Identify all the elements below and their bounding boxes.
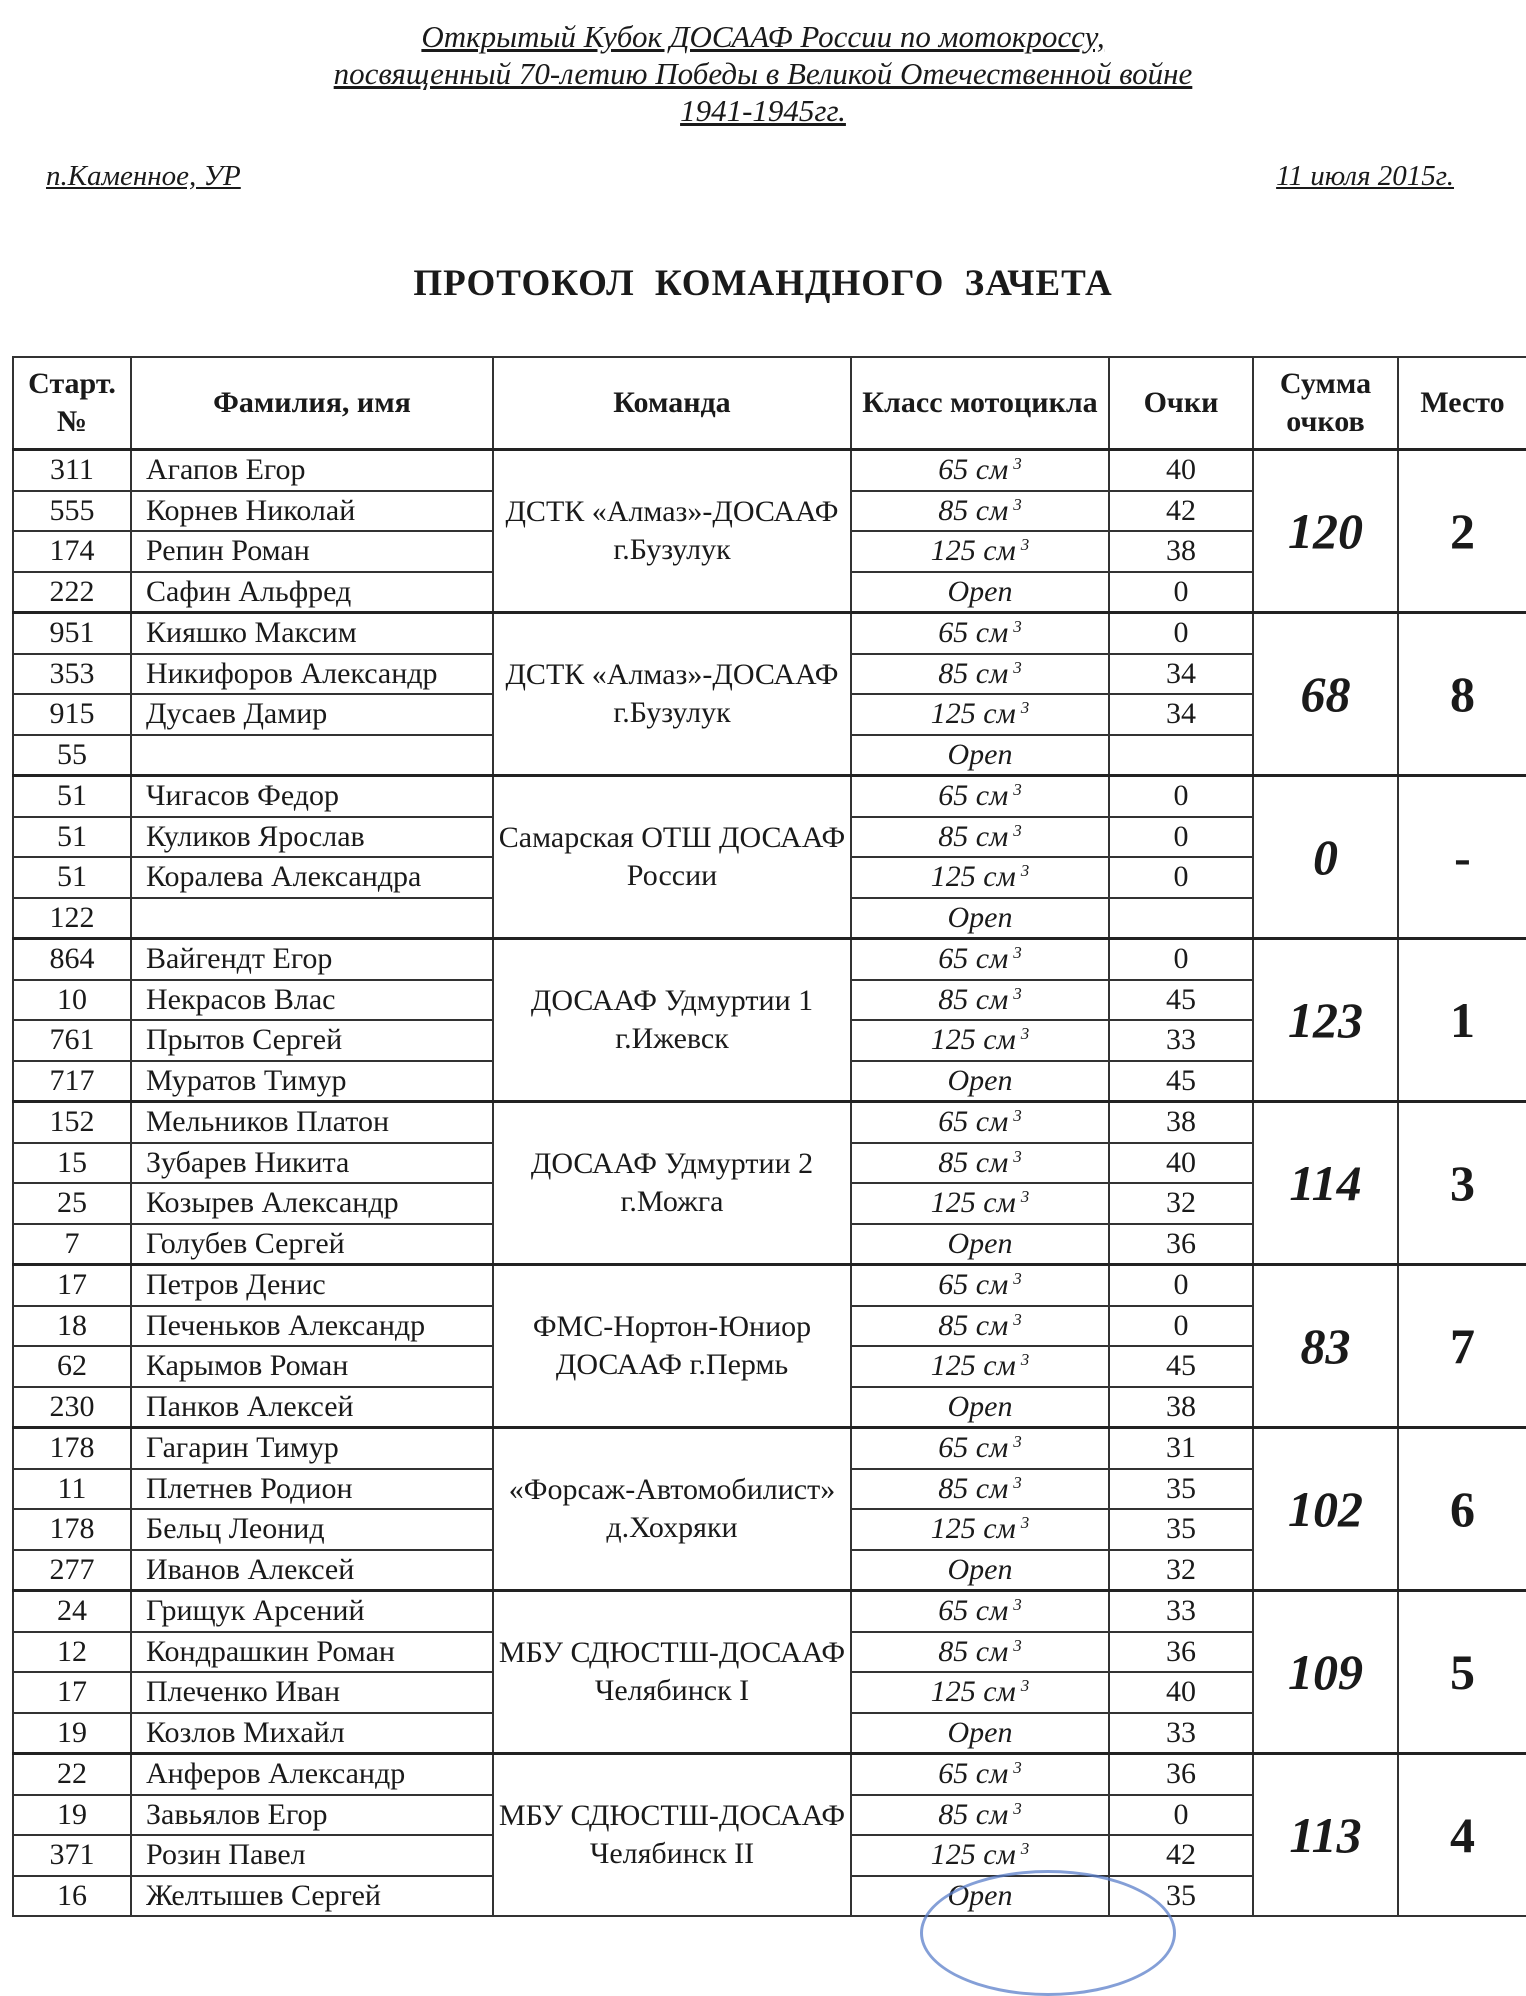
- start-number-cell: 951: [13, 613, 131, 654]
- start-number-cell: 174: [13, 531, 131, 572]
- class-label: Open: [947, 1389, 1013, 1423]
- class-label: 125 см: [930, 860, 1016, 894]
- class-cell: [851, 980, 1109, 1021]
- class-unit-exponent: 3: [1020, 1187, 1030, 1207]
- class-cell: [851, 898, 1109, 939]
- team-sum-cell: 0: [1253, 776, 1398, 939]
- rider-name-cell: Коралева Александра: [131, 857, 493, 898]
- rider-name-cell: [131, 735, 493, 776]
- class-cell: [851, 1428, 1109, 1469]
- rider-name-cell: Гагарин Тимур: [131, 1428, 493, 1469]
- rider-name-cell: Плетнев Родион: [131, 1469, 493, 1510]
- col-header-team: Команда: [493, 357, 851, 450]
- start-number-cell: 12: [13, 1632, 131, 1673]
- event-title-line-2: посвященный 70-летию Победы в Великой Отечественной войне: [333, 56, 1193, 91]
- rider-name-cell: Панков Алексей: [131, 1387, 493, 1428]
- start-number-cell: 353: [13, 654, 131, 695]
- class-cell: [851, 1224, 1109, 1265]
- team-name-cell: ДОСААФ Удмуртии 1 г.Ижевск: [493, 939, 851, 1102]
- team-sum-cell: 113: [1253, 1754, 1398, 1917]
- rider-name-cell: Вайгендт Егор: [131, 939, 493, 980]
- class-label: 65 см: [938, 1105, 1009, 1139]
- points-cell: 40: [1109, 1143, 1253, 1184]
- start-number-cell: 19: [13, 1795, 131, 1836]
- rider-name-cell: Карымов Роман: [131, 1346, 493, 1387]
- table-row: [13, 1102, 1526, 1143]
- rider-name-cell: Печеньков Александр: [131, 1306, 493, 1347]
- points-cell: 40: [1109, 1672, 1253, 1713]
- points-cell: 33: [1109, 1713, 1253, 1754]
- start-number-cell: 22: [13, 1754, 131, 1795]
- team-place-cell: 6: [1398, 1428, 1526, 1591]
- class-cell: [851, 1754, 1109, 1795]
- rider-name-cell: Желтышев Сергей: [131, 1876, 493, 1917]
- class-cell: [851, 735, 1109, 776]
- class-label: 65 см: [938, 1757, 1009, 1791]
- class-unit-exponent: 3: [1013, 617, 1022, 637]
- class-cell: [851, 1550, 1109, 1591]
- event-place: п.Каменное, УР: [46, 160, 241, 192]
- class-cell: [851, 1632, 1109, 1673]
- points-cell: 0: [1109, 1265, 1253, 1306]
- class-cell: [851, 1020, 1109, 1061]
- class-label: 65 см: [938, 616, 1009, 650]
- class-cell: [851, 939, 1109, 980]
- points-cell: 36: [1109, 1224, 1253, 1265]
- team-name-cell: ДСТК «Алмаз»-ДОСААФ г.Бузулук: [493, 450, 851, 613]
- class-label: 85 см: [938, 1308, 1009, 1342]
- start-number-cell: 230: [13, 1387, 131, 1428]
- points-cell: 31: [1109, 1428, 1253, 1469]
- start-number-cell: 311: [13, 450, 131, 491]
- class-cell: [851, 1183, 1109, 1224]
- start-number-cell: 25: [13, 1183, 131, 1224]
- document-title: ПРОТОКОЛ КОМАНДНОГО ЗАЧЕТА: [413, 263, 1113, 304]
- points-cell: 35: [1109, 1876, 1253, 1917]
- rider-name-cell: Иванов Алексей: [131, 1550, 493, 1591]
- team-place-cell: 4: [1398, 1754, 1526, 1917]
- class-label: Open: [947, 574, 1013, 608]
- team-place-cell: 1: [1398, 939, 1526, 1102]
- team-sum-cell: 114: [1253, 1102, 1398, 1265]
- class-unit-exponent: 3: [1013, 1798, 1022, 1818]
- class-label: Open: [947, 1063, 1013, 1097]
- class-label: 65 см: [938, 779, 1009, 813]
- event-date: 11 июля 2015г.: [1276, 160, 1454, 192]
- rider-name-cell: Бельц Леонид: [131, 1509, 493, 1550]
- rider-name-cell: Козлов Михайл: [131, 1713, 493, 1754]
- class-unit-exponent: 3: [1013, 943, 1022, 963]
- class-cell: [851, 1509, 1109, 1550]
- class-cell: [851, 491, 1109, 532]
- start-number-cell: 51: [13, 817, 131, 858]
- points-cell: 38: [1109, 1387, 1253, 1428]
- team-results-table: [12, 356, 1526, 1917]
- class-unit-exponent: 3: [1013, 657, 1022, 677]
- class-label: 85 см: [938, 1471, 1009, 1505]
- table-row: [13, 1265, 1526, 1306]
- start-number-cell: 11: [13, 1469, 131, 1510]
- team-name-cell: МБУ СДЮСТШ-ДОСААФ Челябинск I: [493, 1591, 851, 1754]
- class-unit-exponent: 3: [1020, 1676, 1030, 1696]
- team-sum-cell: 102: [1253, 1428, 1398, 1591]
- class-cell: [851, 817, 1109, 858]
- class-cell: [851, 776, 1109, 817]
- class-unit-exponent: 3: [1013, 1146, 1022, 1166]
- class-unit-exponent: 3: [1020, 1839, 1030, 1859]
- points-cell: 0: [1109, 939, 1253, 980]
- class-unit-exponent: 3: [1020, 1513, 1030, 1533]
- rider-name-cell: Прытов Сергей: [131, 1020, 493, 1061]
- class-label: 65 см: [938, 1594, 1009, 1628]
- table-body: [13, 450, 1526, 1917]
- col-header-points: Очки: [1109, 357, 1253, 450]
- points-cell: 0: [1109, 857, 1253, 898]
- start-number-cell: 18: [13, 1306, 131, 1347]
- team-name-cell: ДОСААФ Удмуртии 2 г.Можга: [493, 1102, 851, 1265]
- rider-name-cell: Некрасов Влас: [131, 980, 493, 1021]
- rider-name-cell: Корнев Николай: [131, 491, 493, 532]
- start-number-cell: 277: [13, 1550, 131, 1591]
- points-cell: 0: [1109, 817, 1253, 858]
- class-label: 85 см: [938, 656, 1009, 690]
- start-number-cell: 915: [13, 694, 131, 735]
- team-place-cell: 7: [1398, 1265, 1526, 1428]
- team-name-cell: ФМС-Нортон-Юниор ДОСААФ г.Пермь: [493, 1265, 851, 1428]
- points-cell: 33: [1109, 1020, 1253, 1061]
- rider-name-cell: Муратов Тимур: [131, 1061, 493, 1102]
- class-cell: [851, 694, 1109, 735]
- rider-name-cell: Куликов Ярослав: [131, 817, 493, 858]
- class-cell: [851, 531, 1109, 572]
- rider-name-cell: Голубев Сергей: [131, 1224, 493, 1265]
- rider-name-cell: Мельников Платон: [131, 1102, 493, 1143]
- class-cell: [851, 1061, 1109, 1102]
- class-cell: [851, 857, 1109, 898]
- rider-name-cell: Грищук Арсений: [131, 1591, 493, 1632]
- class-label: 85 см: [938, 1797, 1009, 1831]
- table-row: [13, 939, 1526, 980]
- class-unit-exponent: 3: [1013, 1309, 1022, 1329]
- class-cell: [851, 1795, 1109, 1836]
- points-cell: 42: [1109, 1835, 1253, 1876]
- rider-name-cell: Чигасов Федор: [131, 776, 493, 817]
- class-cell: [851, 1102, 1109, 1143]
- col-header-sum: Сумма очков: [1253, 357, 1398, 450]
- table-row: [13, 1591, 1526, 1632]
- table-header-row: [13, 357, 1526, 450]
- class-label: 85 см: [938, 1634, 1009, 1668]
- class-label: Open: [947, 1226, 1013, 1260]
- col-header-name: Фамилия, имя: [131, 357, 493, 450]
- team-sum-cell: 109: [1253, 1591, 1398, 1754]
- rider-name-cell: Розин Павел: [131, 1835, 493, 1876]
- start-number-cell: 371: [13, 1835, 131, 1876]
- team-place-cell: 3: [1398, 1102, 1526, 1265]
- start-number-cell: 19: [13, 1713, 131, 1754]
- start-number-cell: 24: [13, 1591, 131, 1632]
- class-label: 85 см: [938, 1145, 1009, 1179]
- start-number-cell: 15: [13, 1143, 131, 1184]
- points-cell: 34: [1109, 654, 1253, 695]
- class-unit-exponent: 3: [1020, 535, 1030, 555]
- class-cell: [851, 1876, 1109, 1917]
- team-name-cell: МБУ СДЮСТШ-ДОСААФ Челябинск II: [493, 1754, 851, 1917]
- class-cell: [851, 450, 1109, 491]
- class-cell: [851, 654, 1109, 695]
- points-cell: 36: [1109, 1754, 1253, 1795]
- class-label: 125 см: [930, 1349, 1016, 1383]
- table-row: [13, 1754, 1526, 1795]
- points-cell: 45: [1109, 1061, 1253, 1102]
- start-number-cell: 222: [13, 572, 131, 613]
- table-row: [13, 1428, 1526, 1469]
- rider-name-cell: Дусаев Дамир: [131, 694, 493, 735]
- rider-name-cell: Петров Денис: [131, 1265, 493, 1306]
- points-cell: 34: [1109, 694, 1253, 735]
- class-unit-exponent: 3: [1020, 698, 1030, 718]
- event-title-line-3: 1941-1945гг.: [680, 93, 846, 128]
- class-label: 125 см: [930, 697, 1016, 731]
- start-number-cell: 16: [13, 1876, 131, 1917]
- points-cell: 0: [1109, 776, 1253, 817]
- class-label: 85 см: [938, 982, 1009, 1016]
- team-name-cell: Самарская ОТШ ДОСААФ России: [493, 776, 851, 939]
- start-number-cell: 761: [13, 1020, 131, 1061]
- team-name-cell: ДСТК «Алмаз»-ДОСААФ г.Бузулук: [493, 613, 851, 776]
- class-unit-exponent: 3: [1013, 780, 1022, 800]
- class-unit-exponent: 3: [1013, 1432, 1022, 1452]
- class-unit-exponent: 3: [1013, 1106, 1022, 1126]
- class-cell: [851, 1143, 1109, 1184]
- class-label: 125 см: [930, 1186, 1016, 1220]
- points-cell: 0: [1109, 572, 1253, 613]
- class-label: 125 см: [930, 534, 1016, 568]
- col-header-place: Место: [1398, 357, 1526, 450]
- class-cell: [851, 1713, 1109, 1754]
- class-label: 125 см: [930, 1512, 1016, 1546]
- class-unit-exponent: 3: [1020, 861, 1030, 881]
- points-cell: 45: [1109, 1346, 1253, 1387]
- points-cell: 38: [1109, 531, 1253, 572]
- rider-name-cell: Кондрашкин Роман: [131, 1632, 493, 1673]
- class-label: 125 см: [930, 1023, 1016, 1057]
- col-header-start: Старт. №: [13, 357, 131, 450]
- rider-name-cell: Анферов Александр: [131, 1754, 493, 1795]
- start-number-cell: 10: [13, 980, 131, 1021]
- class-unit-exponent: 3: [1013, 1472, 1022, 1492]
- class-cell: [851, 1306, 1109, 1347]
- team-name-cell: «Форсаж-Автомобилист» д.Хохряки: [493, 1428, 851, 1591]
- rider-name-cell: Козырев Александр: [131, 1183, 493, 1224]
- rider-name-cell: Репин Роман: [131, 531, 493, 572]
- class-unit-exponent: 3: [1013, 983, 1022, 1003]
- rider-name-cell: Завьялов Егор: [131, 1795, 493, 1836]
- class-cell: [851, 1346, 1109, 1387]
- class-label: Open: [947, 737, 1013, 771]
- class-label: Open: [947, 1715, 1013, 1749]
- start-number-cell: 864: [13, 939, 131, 980]
- event-title-line-1: Открытый Кубок ДОСААФ России по мотокроссу,: [421, 19, 1105, 54]
- table-row: [13, 450, 1526, 491]
- class-cell: [851, 572, 1109, 613]
- start-number-cell: 51: [13, 776, 131, 817]
- class-label: Open: [947, 1552, 1013, 1586]
- team-place-cell: 2: [1398, 450, 1526, 613]
- class-cell: [851, 1835, 1109, 1876]
- team-sum-cell: 123: [1253, 939, 1398, 1102]
- class-cell: [851, 613, 1109, 654]
- rider-name-cell: Сафин Альфред: [131, 572, 493, 613]
- start-number-cell: 717: [13, 1061, 131, 1102]
- points-cell: 32: [1109, 1550, 1253, 1591]
- class-unit-exponent: 3: [1013, 454, 1022, 474]
- points-cell: 0: [1109, 1306, 1253, 1347]
- points-cell: 38: [1109, 1102, 1253, 1143]
- class-label: 125 см: [930, 1675, 1016, 1709]
- start-number-cell: 17: [13, 1265, 131, 1306]
- class-label: 85 см: [938, 493, 1009, 527]
- class-label: 85 см: [938, 819, 1009, 853]
- class-unit-exponent: 3: [1020, 1350, 1030, 1370]
- points-cell: 42: [1109, 491, 1253, 532]
- start-number-cell: 7: [13, 1224, 131, 1265]
- points-cell: 40: [1109, 450, 1253, 491]
- points-cell: 32: [1109, 1183, 1253, 1224]
- class-unit-exponent: 3: [1013, 494, 1022, 514]
- class-cell: [851, 1387, 1109, 1428]
- table-row: [13, 776, 1526, 817]
- points-cell: [1109, 898, 1253, 939]
- start-number-cell: 555: [13, 491, 131, 532]
- class-unit-exponent: 3: [1013, 1635, 1022, 1655]
- class-label: 65 см: [938, 1431, 1009, 1465]
- team-sum-cell: 68: [1253, 613, 1398, 776]
- start-number-cell: 55: [13, 735, 131, 776]
- rider-name-cell: [131, 898, 493, 939]
- rider-name-cell: Кияшко Максим: [131, 613, 493, 654]
- class-label: 125 см: [930, 1838, 1016, 1872]
- team-sum-cell: 120: [1253, 450, 1398, 613]
- class-cell: [851, 1591, 1109, 1632]
- start-number-cell: 178: [13, 1509, 131, 1550]
- points-cell: 36: [1109, 1632, 1253, 1673]
- start-number-cell: 152: [13, 1102, 131, 1143]
- class-cell: [851, 1265, 1109, 1306]
- points-cell: [1109, 735, 1253, 776]
- class-cell: [851, 1469, 1109, 1510]
- start-number-cell: 178: [13, 1428, 131, 1469]
- rider-name-cell: Агапов Егор: [131, 450, 493, 491]
- rider-name-cell: Зубарев Никита: [131, 1143, 493, 1184]
- table-row: [13, 613, 1526, 654]
- team-place-cell: -: [1398, 776, 1526, 939]
- class-unit-exponent: 3: [1013, 1269, 1022, 1289]
- class-unit-exponent: 3: [1020, 1024, 1030, 1044]
- class-label: 65 см: [938, 942, 1009, 976]
- points-cell: 45: [1109, 980, 1253, 1021]
- start-number-cell: 17: [13, 1672, 131, 1713]
- team-place-cell: 5: [1398, 1591, 1526, 1754]
- start-number-cell: 122: [13, 898, 131, 939]
- class-unit-exponent: 3: [1013, 820, 1022, 840]
- start-number-cell: 51: [13, 857, 131, 898]
- points-cell: 35: [1109, 1469, 1253, 1510]
- team-sum-cell: 83: [1253, 1265, 1398, 1428]
- class-unit-exponent: 3: [1013, 1595, 1022, 1615]
- rider-name-cell: Никифоров Александр: [131, 654, 493, 695]
- class-label: Open: [947, 900, 1013, 934]
- points-cell: 0: [1109, 1795, 1253, 1836]
- class-unit-exponent: 3: [1013, 1758, 1022, 1778]
- col-header-class: Класс мотоцикла: [851, 357, 1109, 450]
- points-cell: 33: [1109, 1591, 1253, 1632]
- class-label: Open: [947, 1878, 1013, 1912]
- start-number-cell: 62: [13, 1346, 131, 1387]
- points-cell: 0: [1109, 613, 1253, 654]
- team-place-cell: 8: [1398, 613, 1526, 776]
- class-label: 65 см: [938, 453, 1009, 487]
- class-label: 65 см: [938, 1268, 1009, 1302]
- rider-name-cell: Плеченко Иван: [131, 1672, 493, 1713]
- points-cell: 35: [1109, 1509, 1253, 1550]
- class-cell: [851, 1672, 1109, 1713]
